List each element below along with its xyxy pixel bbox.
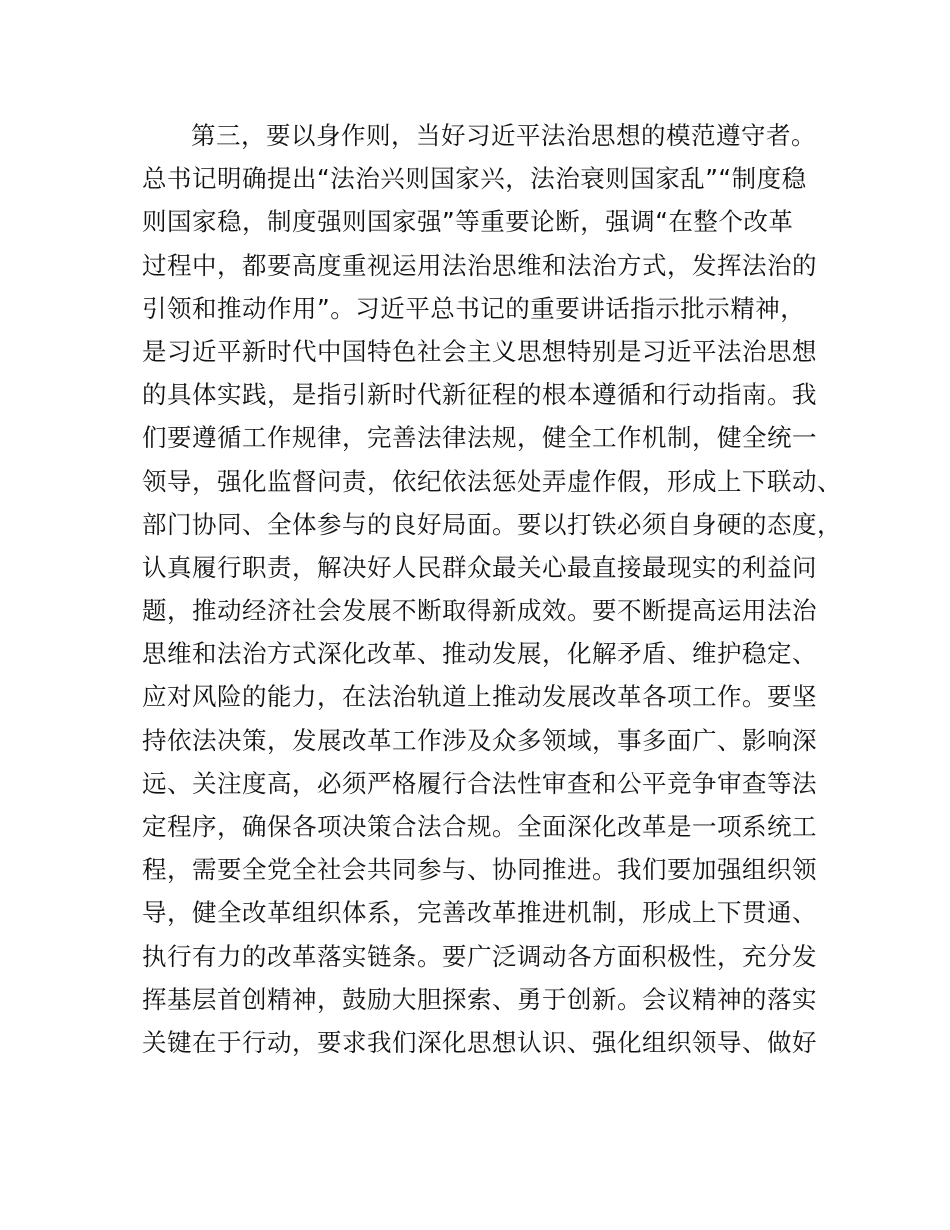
text-line: 定程序，确保各项决策合法合规。全面深化改革是一项系统工 bbox=[142, 812, 817, 841]
text-line: 过程中，都要高度重视运用法治思维和法治方式，发挥法治的 bbox=[142, 250, 817, 280]
text-line: 部门协同、全体参与的良好局面。要以打铁必须自身硬的态度， bbox=[142, 509, 842, 539]
text-line: 是习近平新时代中国特色社会主义思想特别是习近平法治思想 bbox=[142, 336, 817, 366]
text-line: 应对风险的能力，在法治轨道上推动发展改革各项工作。要坚 bbox=[142, 682, 817, 712]
text-line: 挥基层首创精神，鼓励大胆探索、勇于创新。会议精神的落实 bbox=[142, 984, 817, 1014]
text-line: 引领和推动作用”。习近平总书记的重要讲话指示批示精神， bbox=[142, 293, 806, 323]
text-line: 导，健全改革组织体系，完善改革推进机制，形成上下贯通、 bbox=[142, 898, 817, 928]
text-line: 总书记明确提出“法治兴则国家兴，法治衰则国家乱”“制度稳 bbox=[142, 164, 807, 194]
text-line: 思维和法治方式深化改革、推动发展，化解矛盾、维护稳定、 bbox=[142, 639, 817, 669]
text-line: 们要遵循工作规律，完善法律法规，健全工作机制，健全统一 bbox=[142, 423, 817, 453]
body-paragraph bbox=[142, 114, 842, 1064]
text-line: 认真履行职责，解决好人民群众最关心最直接最现实的利益问 bbox=[142, 552, 817, 582]
text-line: 执行有力的改革落实链条。要广泛调动各方面积极性，充分发 bbox=[142, 941, 817, 971]
text-line: 第三，要以身作则，当好习近平法治思想的模范遵守者。 bbox=[191, 121, 816, 150]
text-line: 题，推动经济社会发展不断取得新成效。要不断提高运用法治 bbox=[142, 596, 817, 626]
text-line: 程，需要全党全社会共同参与、协同推进。我们要加强组织领 bbox=[142, 855, 817, 885]
text-line: 则国家稳，制度强则国家强”等重要论断，强调“在整个改革 bbox=[142, 207, 794, 237]
text-line: 远、关注度高，必须严格履行合法性审查和公平竞争审查等法 bbox=[142, 768, 817, 798]
text-line: 持依法决策，发展改革工作涉及众多领域，事多面广、影响深 bbox=[142, 725, 817, 755]
text-line: 关键在于行动，要求我们深化思想认识、强化组织领导、做好 bbox=[142, 1027, 817, 1057]
text-line: 领导，强化监督问责，依纪依法惩处弄虚作假，形成上下联动、 bbox=[142, 466, 842, 496]
text-line: 的具体实践，是指引新时代新征程的根本遵循和行动指南。我 bbox=[142, 380, 817, 410]
